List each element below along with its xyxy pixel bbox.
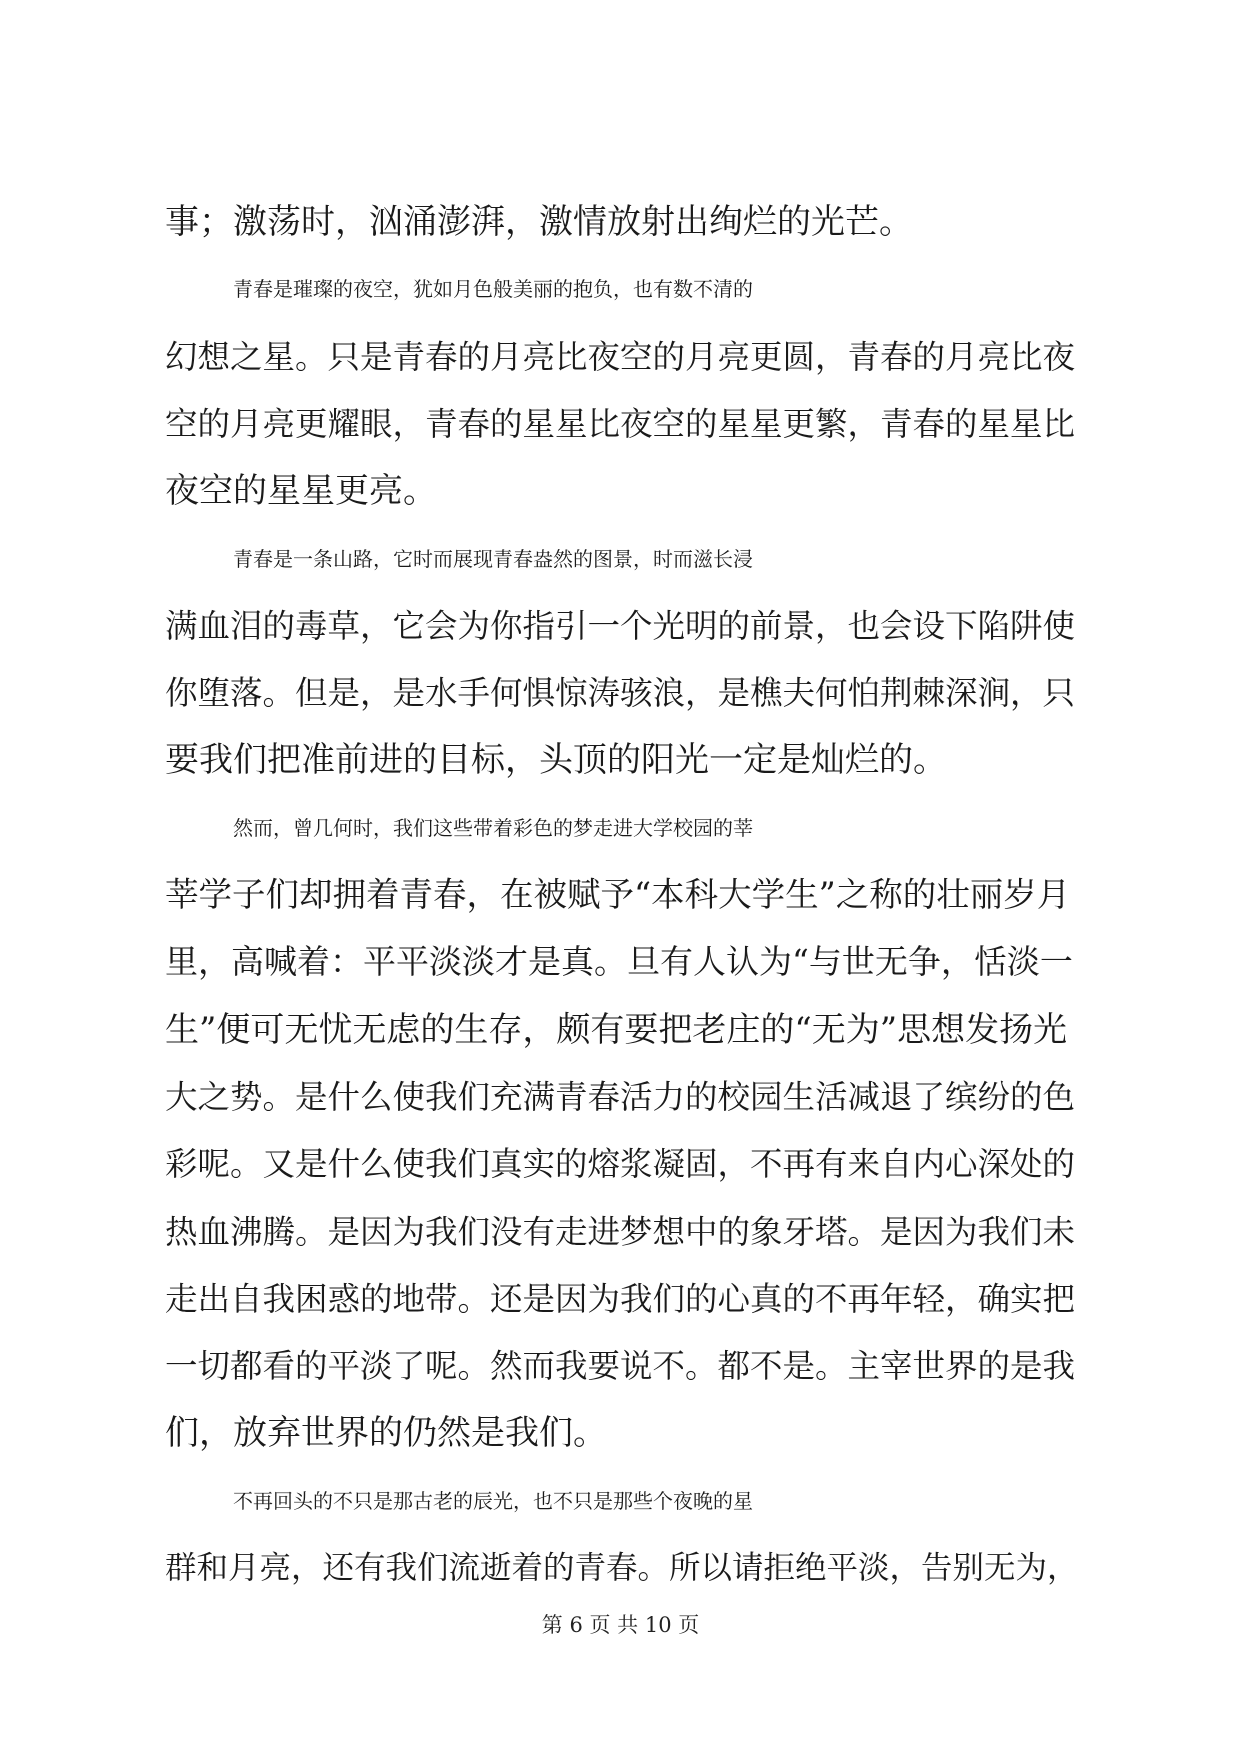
text-line-7: 满血泪的毒草，它会为你指引一个光明的前景，也会设下陷阱使 xyxy=(165,607,1076,645)
text-line-17: 走出自我困惑的地带。还是因为我们的心真的不再年轻，确实把 xyxy=(165,1280,1076,1318)
text-line-18: 一切都看的平淡了呢。然而我要说不。都不是。主宰世界的是我 xyxy=(165,1347,1076,1385)
text-line-16: 热血沸腾。是因为我们没有走进梦想中的象牙塔。是因为我们未 xyxy=(165,1213,1076,1251)
text-line-11: 莘学子们却拥着青春，在被赋予“本科大学生”之称的壮丽岁月 xyxy=(165,875,1071,914)
text-line-2: 青春是璀璨的夜空，犹如月色般美丽的抱负，也有数不清的 xyxy=(233,277,753,301)
text-line-13: 生”便可无忧无虑的生存，颇有要把老庄的“无为”思想发扬光 xyxy=(165,1010,1068,1050)
text-line-6: 青春是一条山路，它时而展现青春盎然的图景，时而滋长浸 xyxy=(233,547,753,571)
text-line-4: 空的月亮更耀眼，青春的星星比夜空的星星更繁，青春的星星比 xyxy=(165,405,1076,443)
text-line-12: 里，高喊着：平平淡淡才是真。旦有人认为“与世无争，恬淡一 xyxy=(165,942,1073,981)
page-number-footer: 第 6 页 共 10 页 xyxy=(541,1613,700,1637)
text-line-3: 幻想之星。只是青春的月亮比夜空的月亮更圆，青春的月亮比夜 xyxy=(165,338,1076,376)
text-line-8: 你堕落。但是，是水手何惧惊涛骇浪，是樵夫何怕荆棘深涧，只 xyxy=(165,674,1076,712)
text-line-5: 夜空的星星更亮。 xyxy=(165,471,437,511)
text-line-15: 彩呢。又是什么使我们真实的熔浆凝固，不再有来自内心深处的 xyxy=(165,1145,1076,1183)
text-line-14: 大之势。是什么使我们充满青春活力的校园生活减退了缤纷的色 xyxy=(165,1078,1076,1116)
text-line-21: 群和月亮，还有我们流逝着的青春。所以请拒绝平淡，告别无为， xyxy=(165,1550,1079,1586)
text-line-9: 要我们把准前进的目标，头顶的阳光一定是灿烂的。 xyxy=(165,740,947,780)
text-line-1: 事；激荡时，汹涌澎湃，激情放射出绚烂的光芒。 xyxy=(165,202,913,242)
text-line-19: 们，放弃世界的仍然是我们。 xyxy=(165,1413,607,1453)
text-line-20: 不再回头的不只是那古老的辰光，也不只是那些个夜晚的星 xyxy=(233,1489,753,1513)
text-line-10: 然而，曾几何时，我们这些带着彩色的梦走进大学校园的莘 xyxy=(233,816,753,840)
